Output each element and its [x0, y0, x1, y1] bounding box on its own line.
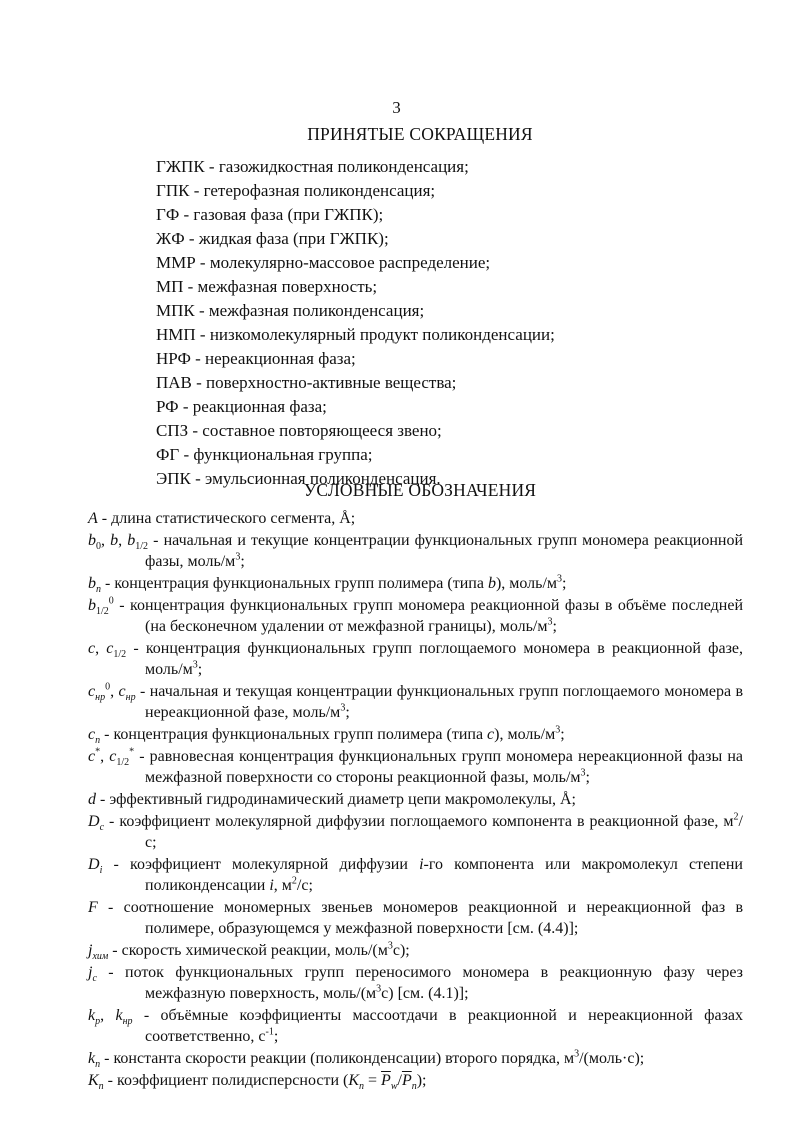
symbols-title: УСЛОВНЫЕ ОБОЗНАЧЕНИЯ — [303, 480, 537, 500]
abbreviation-item: ГФ - газовая фаза (при ГЖПК); — [156, 205, 384, 224]
abbreviation-item: НМП - низкомолекулярный продукт поликонденсации; — [156, 325, 555, 344]
abbreviation-item: СПЗ - составное повторяющееся звено; — [156, 421, 442, 440]
symbol-a: A - длина статистического сегмента, Å; — [88, 510, 356, 527]
symbol-kn: $k_n$ - константа скорости реакции (поликонденсации) второго порядка, $м^3/(моль\cdot с)$; — [88, 1048, 645, 1071]
abbreviation-item: РФ - реакционная фаза; — [156, 397, 327, 416]
symbol-cstar: c*, $c_{1/2}^*$ - равновесная концентрация функциональных групп мономера нереакционной фазы на межфазной поверхности со стороны реакционной фазы, моль/$м^3$; — [88, 746, 744, 786]
abbreviation-item: МПК - межфазная поликонденсация; — [156, 301, 425, 320]
abbreviations-title: ПРИНЯТЫЕ СОКРАЩЕНИЯ — [307, 124, 533, 144]
abbreviation-item: ЭПК - эмульсионная поликонденсация. — [156, 469, 441, 488]
abbreviation-item: ФГ - функциональная группа; — [156, 445, 373, 464]
symbol-jc: $j_c$ - поток функциональных групп переносимого мономера в реакционную фазу через межфазную поверхность, моль/$(м^3с)$ [см. (4.1)]; — [88, 964, 743, 1002]
symbols-list — [88, 508, 743, 1092]
symbol-b0: $b_0$, b, $b_{1/2}$ - начальная и текущие концентрации функциональных групп мономера реакционной фазы, моль/$м^3$; — [88, 532, 744, 570]
symbol-c12: c, $c_{1/2}$ - концентрация функциональных групп поглощаемого мономера в реакционной фазе, моль/$м^3$; — [88, 640, 744, 678]
symbol-di: $D_i$ - коэффициент молекулярной диффузии i-го компонента или макромолекул степени поликонденсации i, $м^2/с$; — [88, 856, 743, 894]
symbol-kn-poly: $K_n$ - коэффициент полидисперсности $(K_n = \overline{P}_w/\overline{P}_n)$; — [88, 1072, 427, 1093]
symbol-dc: $D_c$ - коэффициент молекулярной диффузии поглощаемого компонента в реакционной фазе, $м^2/с$; — [88, 811, 743, 851]
abbreviation-item: НРФ - нереакционная фаза; — [156, 349, 356, 368]
symbol-kp: $k_р$, $k_{нр}$ - объёмные коэффициенты массоотдачи в реакционной и нереакционной фазах соответственно, $с^{-1}$; — [88, 1007, 744, 1045]
abbreviations-list — [156, 155, 756, 491]
abbreviation-item: ПАВ - поверхностно-активные вещества; — [156, 373, 457, 392]
symbol-bn: $b_n$ - концентрация функциональных групп полимера (типа b), моль/$м^3$; — [88, 573, 567, 596]
abbreviation-item: ЖФ - жидкая фаза (при ГЖПК); — [156, 229, 389, 248]
page-number: 3 — [392, 98, 401, 117]
symbol-cn: $c_n$ - концентрация функциональных групп полимера (типа c), моль/$м^3$; — [88, 724, 565, 747]
symbol-b12-0: $b_{1/2}^0$ - концентрация функциональных групп мономера реакционной фазы в объёме последней (на бесконечном удалении от межфазной границы), моль/$м^3$; — [88, 595, 743, 635]
symbol-f: F - соотношение мономерных звеньев мономеров реакционной и нереакционной фаз в полимере, образующемся у межфазной поверхности [см. (4.4)]; — [88, 899, 743, 937]
symbol-cnr: $c_{нр}^0$, $c_{нр}$ - начальная и текущая концентрации функциональных групп поглощаемого мономера в нереакционной фазе, моль/$м^3$; — [88, 681, 744, 721]
abbreviation-item: ГПК - гетерофазная поликонденсация; — [156, 181, 436, 200]
abbreviation-item: ГЖПК - газожидкостная поликонденсация; — [156, 157, 469, 176]
symbol-jchim: $j_{хим}$ - скорость химической реакции, моль/$(м^3с)$; — [88, 940, 410, 963]
abbreviation-item: МП - межфазная поверхность; — [156, 277, 378, 296]
abbreviation-item: ММР - молекулярно-массовое распределение; — [156, 253, 491, 272]
symbol-d: d - эффективный гидродинамический диаметр цепи макромолекулы, Å; — [88, 791, 576, 808]
